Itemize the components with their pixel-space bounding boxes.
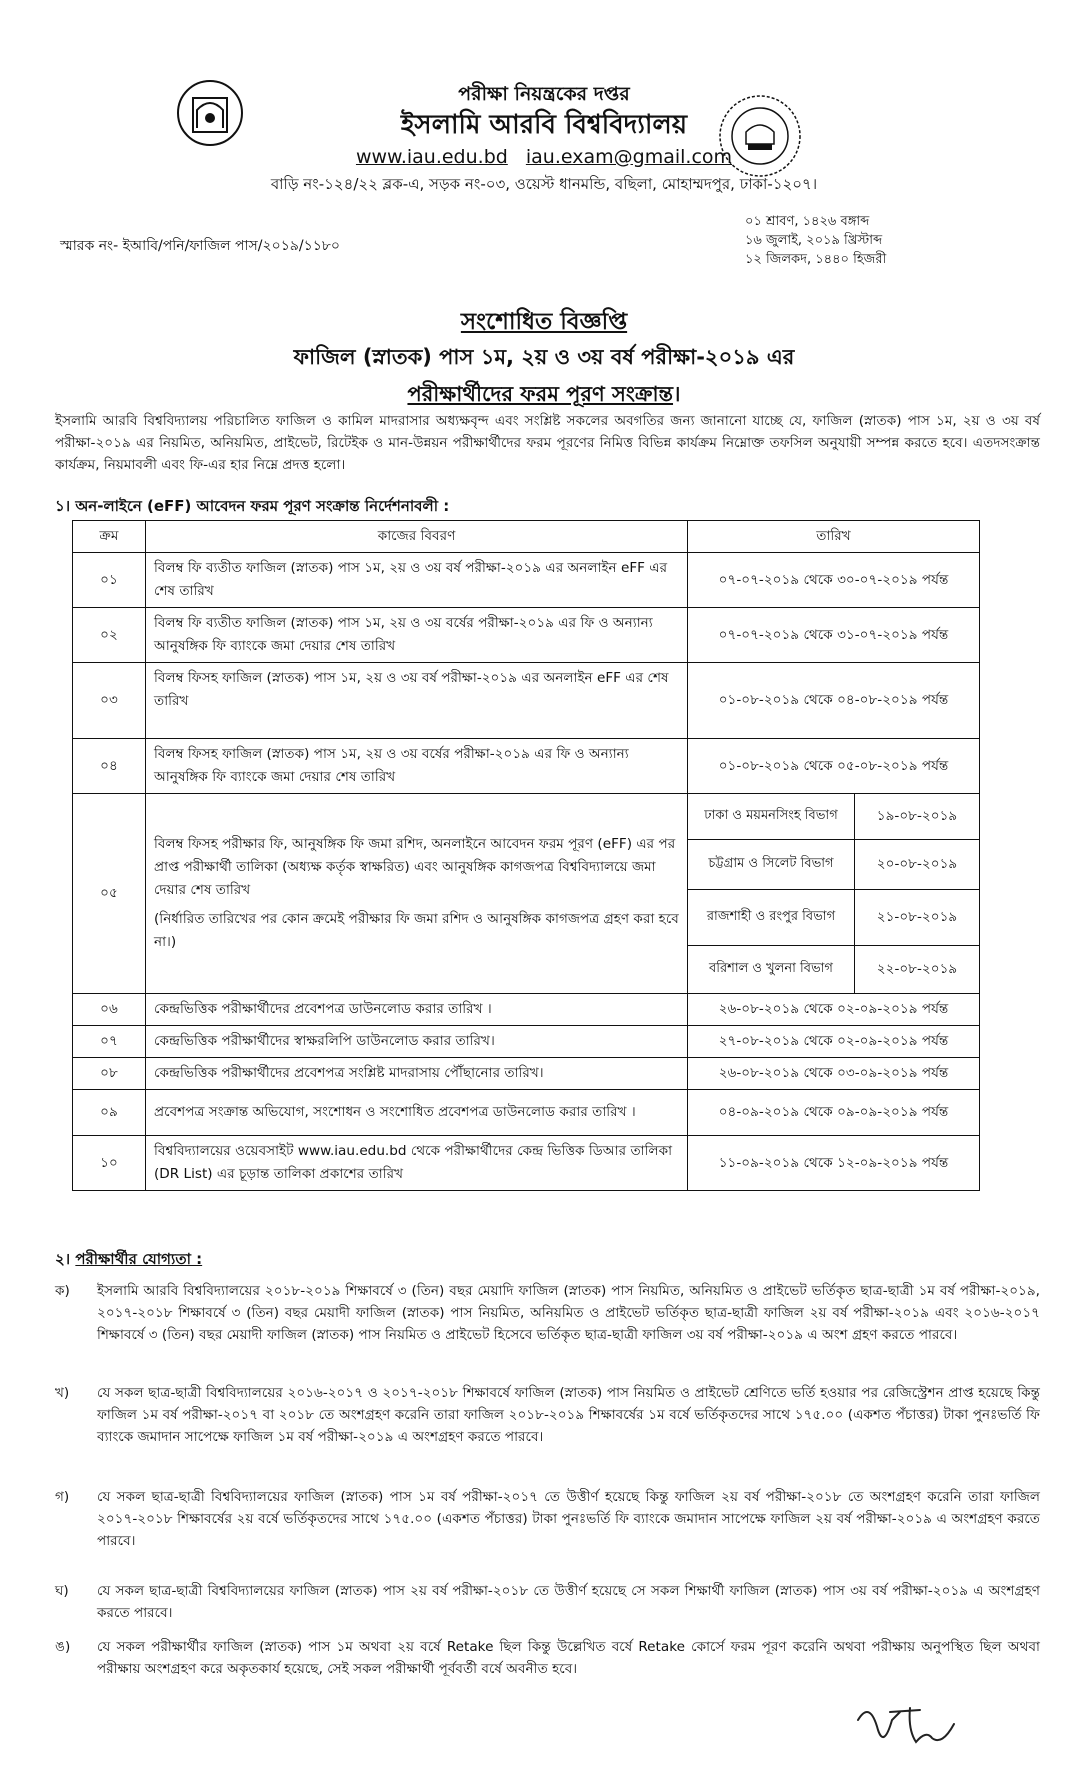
- row-desc: বিলম্ব ফি ব্যতীত ফাজিল (স্নাতক) পাস ১ম, ২য় ও ৩য় বর্ষ পরীক্ষা-২০১৯ এর অনলাইন eFF এর শেষ তারিখ: [146, 553, 688, 608]
- row-no: ০১: [73, 553, 146, 608]
- section-1-heading: ১। অন-লাইনে (eFF) আবেদন ফরম পূরণ সংক্রান্ত নির্দেশনাবলী :: [55, 497, 450, 515]
- email-link[interactable]: iau.exam@gmail.com: [525, 146, 733, 168]
- table-row: [73, 553, 980, 608]
- row-date: ০৭-০৭-২০১৯ থেকে ৩১-০৭-২০১৯ পর্যন্ত: [688, 608, 980, 663]
- division-name: রাজশাহী ও রংপুর বিভাগ: [688, 890, 855, 946]
- row-date: ০৪-০৯-২০১৯ থেকে ০৯-০৯-২০১৯ পর্যন্ত: [688, 1090, 980, 1136]
- item-marker: খ): [55, 1385, 70, 1401]
- memo-number: স্মারক নং- ইআবি/পনি/ফাজিল পাস/২০১৯/১১৮০: [60, 238, 340, 254]
- section-2-heading: [55, 1248, 202, 1273]
- division-date: ১৯-০৮-২০১৯: [855, 794, 980, 840]
- item-text: যে সকল ছাত্র-ছাত্রী বিশ্ববিদ্যালয়ের ২০১৬-২০১৭ ও ২০১৭-২০১৮ শিক্ষাবর্ষে ফাজিল (স্নাতক) পাস নিয়মিত ও প্রাইভেট শ্রেণিতে ভর্তি হওয়ার পর রেজিস্ট্রেশন প্রাপ্ত হয়েছে কিন্তু ফাজিল ১ম বর্ষ পরীক্ষা-২০১৭ বা ২০১৮ তে অংশগ্রহণ করেনি তারা ফাজিল ২০১৮-২০১৯ শিক্ষাবর্ষের ১ম বর্ষে ভর্তিকৃতদের সাথে ১৭৫.০০ (একশত পঁচাত্তর) টাকা পুনঃভর্তি ফি ব্যাংকে জমাদান সাপেক্ষে ফাজিল ১ম বর্ষ পরীক্ষা-২০১৯ এ অংশগ্রহণ করতে পারবে।: [97, 1385, 1040, 1445]
- item-marker: ক): [55, 1283, 70, 1299]
- date-gregorian: ১৬ জুলাই, ২০১৯ খ্রিস্টাব্দ: [745, 233, 883, 248]
- notice-subtitle-2: পরীক্ষার্থীদের ফরম পূরণ সংক্রান্ত।: [407, 382, 681, 406]
- section-2-label: পরীক্ষার্থীর যোগ্যতা :: [75, 1250, 203, 1268]
- row-date: ২৭-০৮-২০১৯ থেকে ০২-০৯-২০১৯ পর্যন্ত: [688, 1026, 980, 1058]
- signature: [850, 1690, 970, 1755]
- table-row: [73, 1026, 980, 1058]
- row-desc: প্রবেশপত্র সংক্রান্ত অভিযোগ, সংশোধন ও সংশোধিত প্রবেশপত্র ডাউনলোড করার তারিখ ।: [146, 1090, 688, 1136]
- header-date: তারিখ: [688, 521, 980, 553]
- division-name: চট্টগ্রাম ও সিলেট বিভাগ: [688, 840, 855, 890]
- row-no: ০৩: [73, 663, 146, 739]
- website-link[interactable]: www.iau.edu.bd: [355, 146, 508, 168]
- row-date: ০১-০৮-২০১৯ থেকে ০৪-০৮-২০১৯ পর্যন্ত: [688, 663, 980, 739]
- row-no: ০৭: [73, 1026, 146, 1058]
- row-desc: বিলম্ব ফি ব্যতীত ফাজিল (স্নাতক) পাস ১ম, ২য় ও ৩য় বর্ষের পরীক্ষা-২০১৯ এর ফি ও অন্যান্য আনুষঙ্গিক ফি ব্যাংকে জমা দেয়ার শেষ তারিখ: [146, 608, 688, 663]
- table-header-row: [73, 521, 980, 553]
- row-desc: কেন্দ্রভিত্তিক পরীক্ষার্থীদের স্বাক্ষরলিপি ডাউনলোড করার তারিখ।: [146, 1026, 688, 1058]
- address: বাড়ি নং-১২৪/২২ ব্লক-এ, সড়ক নং-০৩, ওয়েস্ট ধানমন্ডি, বছিলা, মোহাম্মদপুর, ঢাকা-১২০৭।: [270, 175, 818, 193]
- table-row: [73, 608, 980, 663]
- eligibility-item: [55, 1486, 1040, 1552]
- row5-note: (নির্ধারিত তারিখের পর কোন ক্রমেই পরীক্ষার ফি জমা রশিদ ও আনুষঙ্গিক কাগজপত্র গ্রহণ করা হবে না।): [154, 911, 679, 950]
- university-name: ইসলামি আরবি বিশ্ববিদ্যালয়: [400, 110, 688, 140]
- row-desc: কেন্দ্রভিত্তিক পরীক্ষার্থীদের প্রবেশপত্র সংশ্লিষ্ট মাদরাসায় পৌঁছানোর তারিখ।: [146, 1058, 688, 1090]
- row-date: ১১-০৯-২০১৯ থেকে ১২-০৯-২০১৯ পর্যন্ত: [688, 1136, 980, 1191]
- eligibility-item: [55, 1382, 1040, 1448]
- row-date: ০১-০৮-২০১৯ থেকে ০৫-০৮-২০১৯ পর্যন্ত: [688, 739, 980, 794]
- table-row: [73, 663, 980, 739]
- row-no: ০৯: [73, 1090, 146, 1136]
- date-bangla: ০১ শ্রাবণ, ১৪২৬ বঙ্গাব্দ: [745, 214, 870, 229]
- item-text: যে সকল ছাত্র-ছাত্রী বিশ্ববিদ্যালয়ের ফাজিল (স্নাতক) পাস ১ম বর্ষ পরীক্ষা-২০১৭ তে উত্তীর্ণ হয়েছে কিন্তু ফাজিল ২য় বর্ষ পরীক্ষা-২০১৮ তে অংশগ্রহণ করেনি তারা ফাজিল ২০১৭-২০১৮ শিক্ষাবর্ষের ২য় বর্ষে ভর্তিকৃতদের সাথে ১৭৫.০০ (একশত পঁচাত্তর) টাকা পুনঃভর্তি ফি ব্যাংকে জমাদান সাপেক্ষে ফাজিল ২য় বর্ষ পরীক্ষা-২০১৯ এ অংশগ্রহণ করতে পারবে।: [97, 1489, 1040, 1549]
- eligibility-item: [55, 1636, 1040, 1680]
- division-name: ঢাকা ও ময়মনসিংহ বিভাগ: [688, 794, 855, 840]
- date-hijri: ১২ জিলকদ, ১৪৪০ হিজরী: [745, 252, 887, 267]
- division-date: ২০-০৮-২০১৯: [855, 840, 980, 890]
- table-row: [73, 1058, 980, 1090]
- row-no: ০২: [73, 608, 146, 663]
- row-desc: বিলম্ব ফিসহ ফাজিল (স্নাতক) পাস ১ম, ২য় ও ৩য় বর্ষের পরীক্ষা-২০১৯ এর ফি ও অন্যান্য আনুষঙ্গিক ফি ব্যাংকে জমা দেয়ার শেষ তারিখ: [146, 739, 688, 794]
- item-marker: ঙ): [55, 1639, 71, 1655]
- item-text: যে সকল ছাত্র-ছাত্রী বিশ্ববিদ্যালয়ের ফাজিল (স্নাতক) পাস ২য় বর্ষ পরীক্ষা-২০১৮ তে উত্তীর্ণ হয়েছে সে সকল শিক্ষার্থী ফাজিল (স্নাতক) পাস ৩য় বর্ষ পরীক্ষা-২০১৯ এ অংশগ্রহণ করতে পারবে।: [97, 1583, 1040, 1621]
- row-date: ০৭-০৭-২০১৯ থেকে ৩০-০৭-২০১৯ পর্যন্ত: [688, 553, 980, 608]
- item-text: ইসলামি আরবি বিশ্ববিদ্যালয়ের ২০১৮-২০১৯ শিক্ষাবর্ষে ৩ (তিন) বছর মেয়াদি ফাজিল (স্নাতক) পাস নিয়মিত, অনিয়মিত ও প্রাইভেট ভর্তিকৃত ছাত্র-ছাত্রী ১ম বর্ষ পরীক্ষা-২০১৯, ২০১৭-২০১৮ শিক্ষাবর্ষে ৩ (তিন) বছর মেয়াদী ফাজিল (স্নাতক) পাস নিয়মিত, অনিয়মিত ও প্রাইভেট ভর্তিকৃত ছাত্র-ছাত্রী ফাজিল ২য় বর্ষ পরীক্ষা-২০১৯ এবং ২০১৬-২০১৭ শিক্ষাবর্ষে ৩ (তিন) বছর মেয়াদী ফাজিল (স্নাতক) পাস নিয়মিত ও প্রাইভেট হিসেবে ভর্তিকৃত ছাত্র-ছাত্রী ফাজিল ৩য় বর্ষ পরীক্ষা-২০১৯ এ অংশ গ্রহণ করতে পারবে।: [97, 1283, 1040, 1343]
- header-desc: কাজের বিবরণ: [146, 521, 688, 553]
- row-no: ০৫: [73, 794, 146, 994]
- intro-paragraph: ইসলামি আরবি বিশ্ববিদ্যালয় পরিচালিত ফাজিল ও কামিল মাদরাসার অধ্যক্ষবৃন্দ এবং সংশ্লিষ্ট সকলের অবগতির জন্য জানানো যাচ্ছে যে, ফাজিল (স্নাতক) পাস ১ম, ২য় ও ৩য় বর্ষ পরীক্ষা-২০১৯ এর নিয়মিত, অনিয়মিত, প্রাইভেট, রিটেইক ও মান-উন্নয়ন পরীক্ষার্থীদের ফরম পূরণের নিমিত্ত বিভিন্ন কার্যক্রম নিম্নোক্ত তফসিল অনুযায়ী সম্পন্ন করতে হবে। এতদসংক্রান্ত কার্যক্রম, নিয়মাবলী এবং ফি-এর হার নিম্নে প্রদত্ত হলো।: [55, 413, 1040, 473]
- eligibility-item: [55, 1580, 1040, 1624]
- row-desc: বিলম্ব ফিসহ ফাজিল (স্নাতক) পাস ১ম, ২য় ও ৩য় বর্ষ পরীক্ষা-২০১৯ এর অনলাইন eFF এর শেষ তারিখ: [146, 663, 688, 739]
- row-no: ১০: [73, 1136, 146, 1191]
- header-no: ক্রম: [73, 521, 146, 553]
- table-row: [73, 794, 980, 840]
- table-row: [73, 1136, 980, 1191]
- division-name: বরিশাল ও খুলনা বিভাগ: [688, 946, 855, 994]
- notice-title: সংশোধিত বিজ্ঞপ্তি: [460, 309, 628, 335]
- row-desc: [146, 794, 688, 994]
- notice-subtitle-2-text: পরীক্ষার্থীদের ফরম পূরণ সংক্রান্ত: [407, 382, 674, 406]
- contact-links: [0, 146, 1088, 168]
- row-date: ২৬-০৮-২০১৯ থেকে ০৩-০৯-২০১৯ পর্যন্ত: [688, 1058, 980, 1090]
- eligibility-item: [55, 1280, 1040, 1346]
- row5-desc-text: বিলম্ব ফিসহ পরীক্ষার ফি, আনুষঙ্গিক ফি জমা রশিদ, অনলাইনে আবেদন ফরম পূরণ (eFF) এর পর প্রাপ্ত পরীক্ষার্থী তালিকা (অধ্যক্ষ কর্তৃক স্বাক্ষরিত) এবং আনুষঙ্গিক কাগজপত্র বিশ্ববিদ্যালয়ে জমা দেয়ার শেষ তারিখ: [154, 836, 676, 898]
- division-date: ২১-০৮-২০১৯: [855, 890, 980, 946]
- table-row: [73, 739, 980, 794]
- table-row: [73, 1090, 980, 1136]
- division-date: ২২-০৮-২০১৯: [855, 946, 980, 994]
- section-2-number: ২।: [55, 1250, 71, 1268]
- item-marker: ঘ): [55, 1583, 69, 1599]
- row-no: ০৬: [73, 994, 146, 1026]
- schedule-table: [72, 520, 980, 1191]
- item-marker: গ): [55, 1489, 70, 1505]
- table-row: [73, 994, 980, 1026]
- item-text: যে সকল পরীক্ষার্থীর ফাজিল (স্নাতক) পাস ১ম অথবা ২য় বর্ষে Retake ছিল কিন্তু উল্লেখিত বর্ষে Retake কোর্সে ফরম পূরণ করেনি অথবা পরীক্ষায় অনুপস্থিত ছিল অথবা পরীক্ষায় অংশগ্রহণ করে অকৃতকার্য হয়েছে, সেই সকল পরীক্ষার্থী পূর্ববর্তী বর্ষে অবনীত হবে।: [97, 1639, 1040, 1677]
- row-desc: কেন্দ্রভিত্তিক পরীক্ষার্থীদের প্রবেশপত্র ডাউনলোড করার তারিখ ।: [146, 994, 688, 1026]
- notice-subtitle: ফাজিল (স্নাতক) পাস ১ম, ২য় ও ৩য় বর্ষ পরীক্ষা-২০১৯ এর: [293, 345, 795, 369]
- row-desc: বিশ্ববিদ্যালয়ের ওয়েবসাইট www.iau.edu.bd থেকে পরীক্ষার্থীদের কেন্দ্র ভিত্তিক ডিআর তালিকা (DR List) এর চূড়ান্ত তালিকা প্রকাশের তারিখ: [146, 1136, 688, 1191]
- office-name: পরীক্ষা নিয়ন্ত্রকের দপ্তর: [458, 83, 630, 105]
- row-date: ২৬-০৮-২০১৯ থেকে ০২-০৯-২০১৯ পর্যন্ত: [688, 994, 980, 1026]
- issue-dates: [745, 212, 886, 269]
- row-no: ০৪: [73, 739, 146, 794]
- row-no: ০৮: [73, 1058, 146, 1090]
